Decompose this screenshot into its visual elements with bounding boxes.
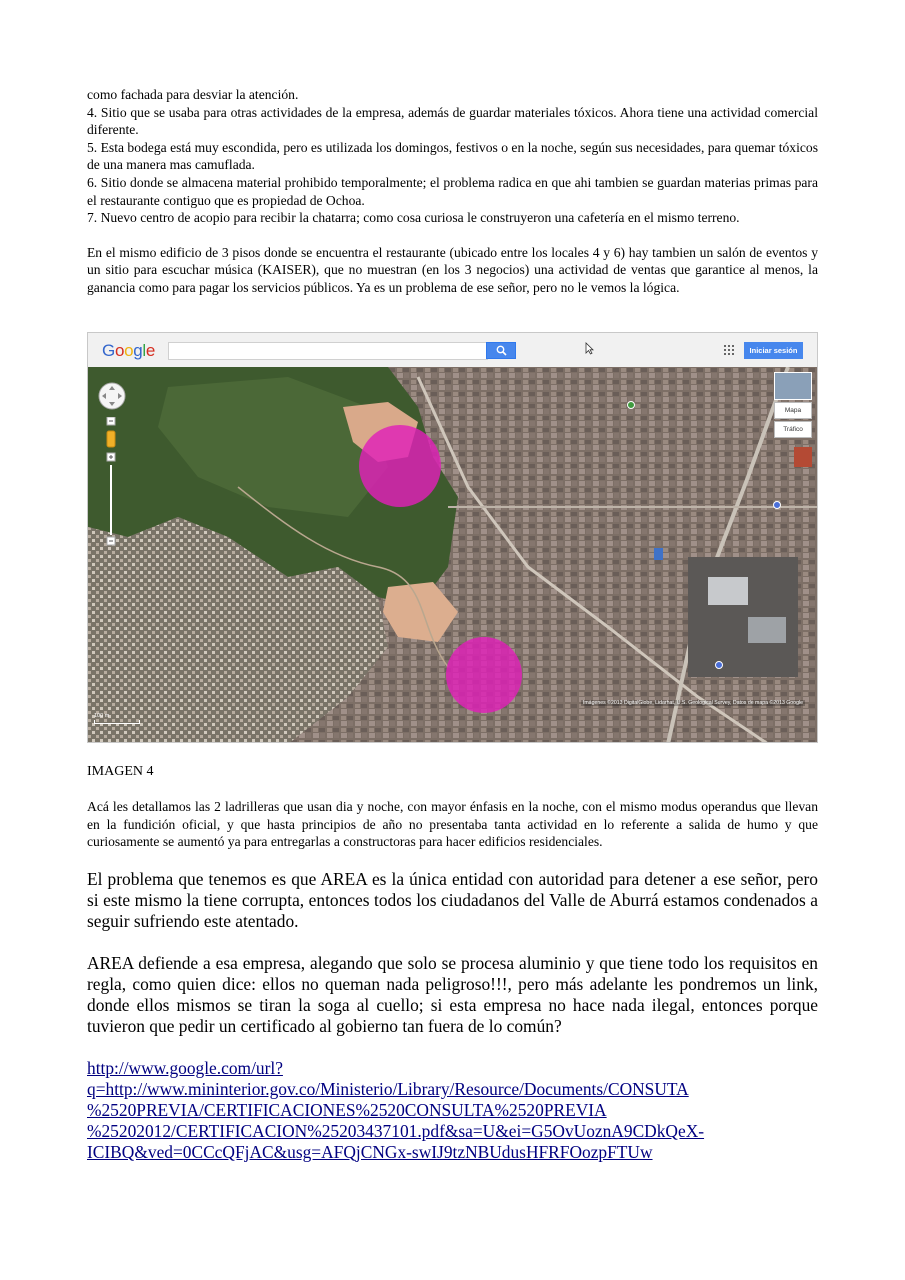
list-item: 4. Sitio que se usaba para otras actividades de la empresa, además de guardar materiales tóxicos. Ahora tiene una actividad comercial diferente. [87,104,818,138]
place-marker[interactable] [716,662,723,669]
map-attribution: Imágenes ©2013 DigitalGlobe, Lidarhat, U.S. Geological Survey, Datos de mapa ©2013 Google [582,700,803,706]
map-search-button[interactable] [486,342,516,359]
link-line[interactable]: http://www.google.com/url? [87,1057,283,1078]
google-logo: Google [102,341,156,360]
map-search-input[interactable] [168,342,488,360]
highlight-circle-brickyard-2 [446,637,522,713]
google-maps-header [88,333,817,368]
mouse-cursor-icon [585,342,594,355]
place-marker[interactable] [628,402,635,409]
search-icon [496,345,507,356]
link-line[interactable]: ICIBQ&ved=0CCcQFjAC&usg=AFQjCNGx-swIJ9tzNBUdusHFRFOozpFTUw [87,1141,653,1162]
list-item: 7. Nuevo centro de acopio para recibir la chatarra; como cosa curiosa le construyeron una cafetería en el mismo terreno. [87,210,740,226]
lower-text-section [87,798,818,1163]
building-marker[interactable] [654,548,663,560]
map-thumbnail[interactable] [774,372,812,400]
warehouse-roof-2 [748,617,786,643]
apps-grid-icon[interactable] [724,345,734,355]
satellite-map-screenshot [87,332,818,743]
link-line[interactable]: q=http://www.mininterior.gov.co/Ministerio/Library/Resource/Documents/CONSUTA [87,1078,689,1099]
paragraph-building: En el mismo edificio de 3 pisos donde se encuentra el restaurante (ubicado entre los locales 4 y 6) hay tambien un salón de eventos y un sitio para escuchar música (KAISER), que no muestran (en los 3 negocios) una actividad de ventas que garantice al menos, la ganancia como para pagar los servicios públicos. Ya es un problema de ese señor, pero no le vemos la lógica. [87,244,818,295]
image-caption: IMAGEN 4 [87,764,154,779]
list-item: como fachada para desviar la atención. [87,87,299,102]
highlight-circle-brickyard-1 [359,425,441,507]
zoom-control[interactable] [106,417,116,547]
paragraph-area-defends: AREA defiende a esa empresa, alegando que solo se procesa aluminio y que tiene todo los requisitos en regla, como quien dice: ellos no queman nada peligroso!!!, pero más adelante les pondremos un link, donde ellos mismos se tiran la soga al cuello; si esta empresa no hace nada ilegal, entonces porque tuvieron que pedir un certificado al gobierno tan fuera de lo común? [87,952,818,1036]
map-type-control [774,372,812,438]
sign-in-button[interactable]: Iniciar sesión [744,342,803,359]
map-type-map-button[interactable]: Mapa [774,402,812,419]
certificate-link[interactable] [87,1058,818,1163]
list-item: 5. Esta bodega está muy escondida, pero es utilizada los domingos, festivos o en la noche, según sus necesidades, para quemar tóxicos de una manera mas camuflada. [87,139,818,173]
top-text-section [87,86,818,297]
warehouse-roof [708,577,748,605]
paragraph-area-problem: El problema que tenemos es que AREA es la única entidad con autoridad para detener a ese señor, pero si este mismo la tiene corrupta, entonces todos los ciudadanos del Valle de Aburrá estamos condenados a seguir sufriendo este atentado. [87,868,818,931]
link-line[interactable]: %2520PREVIA/CERTIFICACIONES%2520CONSULTA%2520PREVIA [87,1099,607,1120]
map-type-traffic-button[interactable]: Tráfico [774,421,812,438]
link-line[interactable]: %25202012/CERTIFICACION%25203437101.pdf&sa=U&ei=G5OvUoznA9CDkQeX- [87,1120,705,1141]
list-item: 6. Sitio donde se almacena material prohibido temporalmente; el problema radica en que ahi tambien se guardan materias primas para el restaurante contiguo que es propiedad de Ochoa. [87,174,818,208]
numbered-list [87,86,818,227]
map-scale [94,713,140,724]
red-roof [794,447,812,467]
paragraph-brickyards: Acá les detallamos las 2 ladrilleras que usan dia y noche, con mayor énfasis en la noche, con el mismo modus operandus que llevan en la fundición oficial, y que hasta principios de año no presentaba tanta actividad en lo referente a salida de humo y que curiosamente se aumentó ya para entregarlas a constructoras para hacer edificios residenciales. [87,799,818,850]
place-marker[interactable] [774,502,781,509]
satellite-imagery[interactable] [88,367,817,743]
pan-control[interactable] [98,382,126,410]
scale-label: 100 m [94,713,110,719]
